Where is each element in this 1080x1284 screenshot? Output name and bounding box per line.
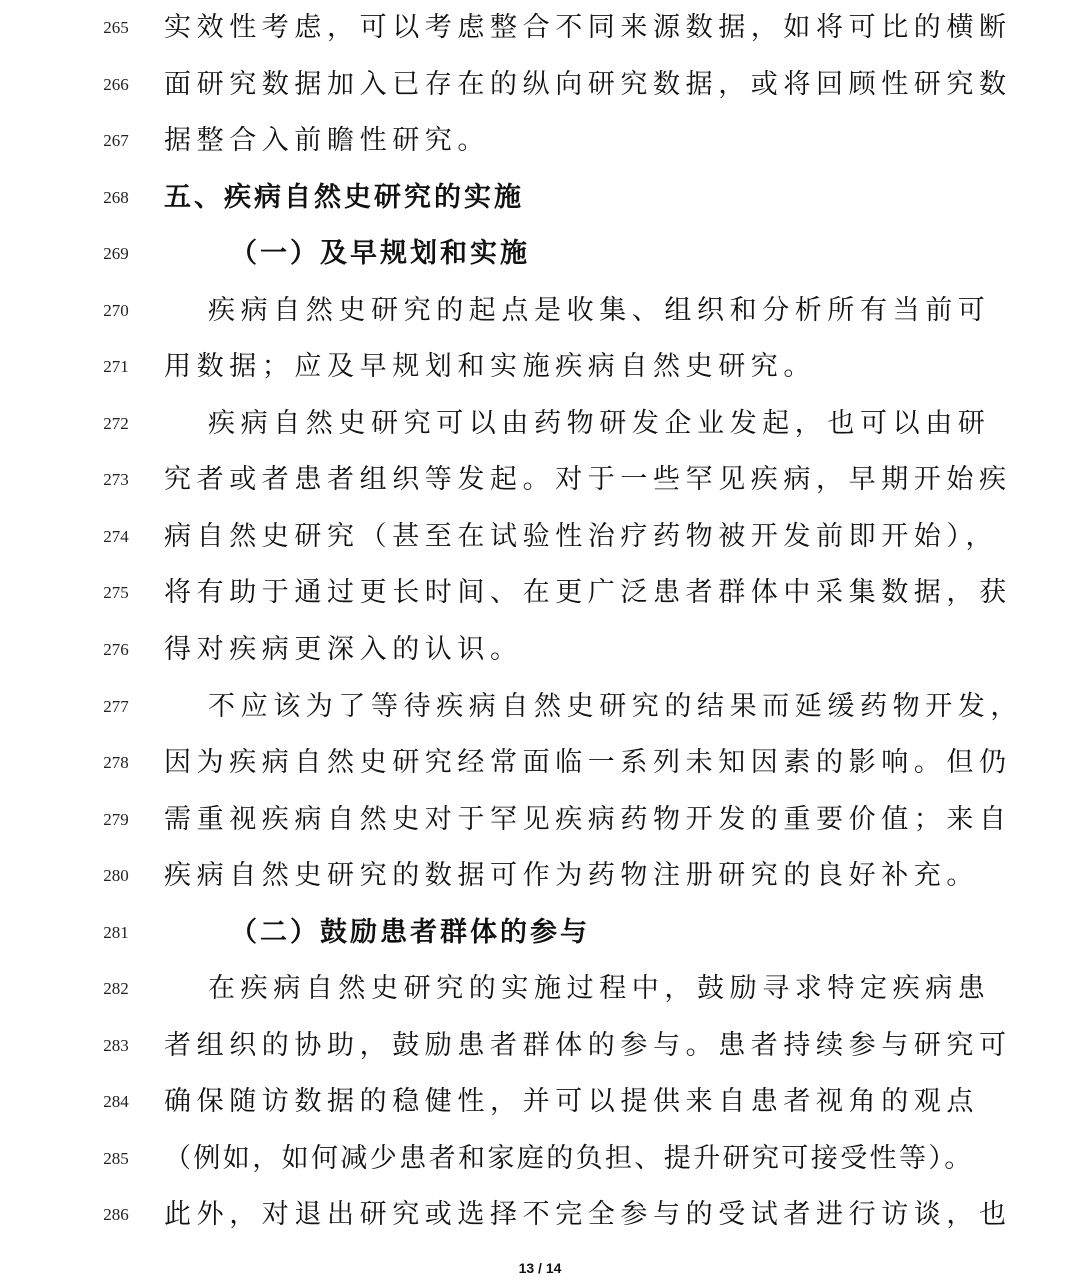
body-text: 在疾病自然史研究的实施过程中，鼓励寻求特定疾病患 [208, 973, 991, 1004]
body-text: 究者或者患者组织等发起。对于一些罕见疾病，早期开始疾 [164, 464, 1012, 495]
body-text: 面研究数据加入已存在的纵向研究数据，或将回顾性研究数 [164, 69, 1012, 100]
text-line [0, 1082, 1080, 1122]
line-number: 266 [103, 75, 129, 94]
line-number: 265 [103, 18, 129, 37]
text-line [0, 65, 1080, 105]
section-heading: 五、疾病自然史研究的实施 [164, 182, 524, 213]
line-number: 273 [103, 470, 129, 489]
line-number: 272 [103, 414, 129, 433]
line-number: 278 [103, 753, 129, 772]
text-line [0, 291, 1080, 331]
line-number: 283 [103, 1036, 129, 1055]
subsection-heading: （一）及早规划和实施 [230, 238, 530, 269]
line-number: 280 [103, 866, 129, 885]
text-line [0, 404, 1080, 444]
body-text: 疾病自然史研究可以由药物研发企业发起，也可以由研 [208, 408, 991, 439]
line-number: 274 [103, 527, 129, 546]
body-text: 得对疾病更深入的认识。 [164, 634, 523, 665]
text-line [0, 517, 1080, 557]
body-text: 病自然史研究（甚至在试验性治疗药物被开发前即开始）， [164, 521, 999, 552]
line-number: 271 [103, 357, 129, 376]
text-line [0, 856, 1080, 896]
line-number: 277 [103, 697, 129, 716]
text-line [0, 913, 1080, 953]
body-text: 不应该为了等待疾病自然史研究的结果而延缓药物开发， [208, 691, 1023, 722]
line-number: 285 [103, 1149, 129, 1168]
body-text: 实效性考虑，可以考虑整合不同来源数据，如将可比的横断 [164, 12, 1012, 43]
body-text: 据整合入前瞻性研究。 [164, 125, 490, 156]
line-number: 282 [103, 979, 129, 998]
text-line [0, 8, 1080, 48]
body-text: 用数据；应及早规划和实施疾病自然史研究。 [164, 351, 816, 382]
text-line [0, 573, 1080, 613]
body-text: 因为疾病自然史研究经常面临一系列未知因素的影响。但仍 [164, 747, 1012, 778]
body-text: 者组织的协助，鼓励患者群体的参与。患者持续参与研究可 [164, 1030, 1012, 1061]
text-line [0, 347, 1080, 387]
text-line [0, 1139, 1080, 1179]
text-line [0, 1195, 1080, 1235]
line-number: 268 [103, 188, 129, 207]
line-number: 276 [103, 640, 129, 659]
line-number: 275 [103, 583, 129, 602]
body-text: 确保随访数据的稳健性，并可以提供来自患者视角的观点 [164, 1086, 979, 1117]
text-line [0, 800, 1080, 840]
text-line [0, 121, 1080, 161]
text-line [0, 687, 1080, 727]
line-number: 286 [103, 1205, 129, 1224]
body-text: 此外，对退出研究或选择不完全参与的受试者进行访谈，也 [164, 1199, 1012, 1230]
body-text: （例如，如何减少患者和家庭的负担、提升研究可接受性等）。 [164, 1143, 974, 1174]
line-number: 279 [103, 810, 129, 829]
body-text: 疾病自然史研究的起点是收集、组织和分析所有当前可 [208, 295, 991, 326]
text-line [0, 969, 1080, 1009]
line-number: 270 [103, 301, 129, 320]
line-number: 267 [103, 131, 129, 150]
text-line [0, 460, 1080, 500]
text-line [0, 1026, 1080, 1066]
line-number: 284 [103, 1092, 129, 1111]
line-number: 269 [103, 244, 129, 263]
text-line [0, 630, 1080, 670]
text-line [0, 743, 1080, 783]
body-text: 将有助于通过更长时间、在更广泛患者群体中采集数据，获 [164, 577, 1012, 608]
subsection-heading: （二）鼓励患者群体的参与 [230, 917, 590, 948]
body-text: 需重视疾病自然史对于罕见疾病药物开发的重要价值；来自 [164, 804, 1012, 835]
page-number: 13 / 14 [518, 1260, 562, 1276]
text-line [0, 234, 1080, 274]
text-line [0, 178, 1080, 218]
line-number: 281 [103, 923, 129, 942]
body-text: 疾病自然史研究的数据可作为药物注册研究的良好补充。 [164, 860, 979, 891]
